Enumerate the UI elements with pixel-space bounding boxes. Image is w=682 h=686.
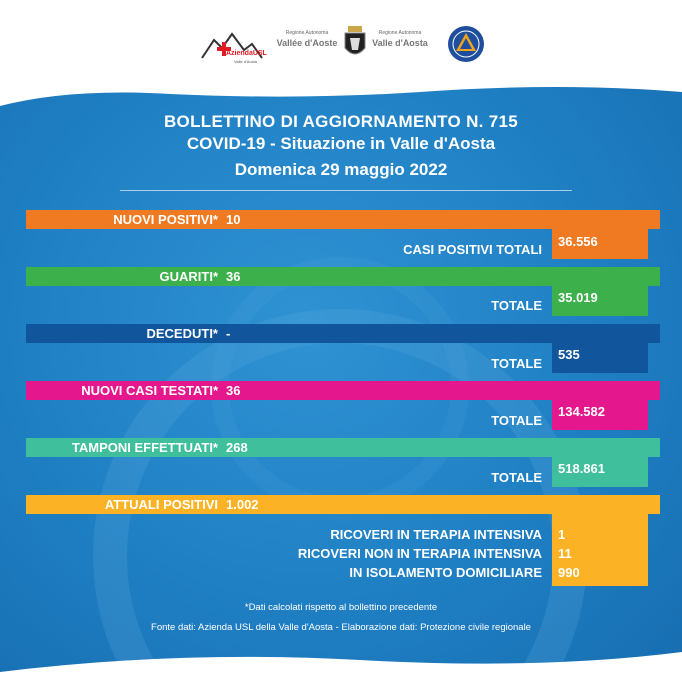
bulletin-title: BOLLETTINO DI AGGIORNAMENTO N. 715 (163, 112, 518, 131)
civil-protection-icon (446, 24, 486, 64)
deceduti-totale-value: 535 (558, 347, 580, 362)
region-logo-text-2 (368, 30, 432, 60)
tamponi-effettuati-value: 268 (226, 440, 248, 455)
tamponi-effettuati-totale-value: 518.861 (558, 461, 605, 476)
crest-icon (344, 26, 366, 60)
attuali-positivi-value: 1.002 (226, 497, 259, 512)
nuovi-casi-testati-totale-label: TOTALE (491, 413, 542, 428)
region-logo-2-top: Regione Autonoma (378, 30, 422, 36)
nuovi-positivi-value: 10 (226, 212, 241, 227)
nuovi-casi-testati-value: 36 (226, 383, 241, 398)
logo-strip (0, 0, 682, 85)
guariti-totale-value: 35.019 (558, 290, 598, 305)
deceduti-totale-label: TOTALE (491, 356, 542, 371)
ricoveri-non-terapia-intensiva-label: RICOVERI NON IN TERAPIA INTENSIVA (297, 546, 542, 561)
ricoveri-terapia-intensiva-value: 1 (558, 527, 566, 542)
nuovi-casi-testati-totale-value: 134.582 (558, 404, 605, 419)
guariti-bar (26, 267, 660, 286)
region-logo-2-name: Valle d'Aosta (372, 38, 428, 48)
bulletin-subtitle: COVID-19 - Situazione in Valle d'Aosta (186, 134, 496, 153)
guariti-value: 36 (226, 269, 241, 284)
region-crest (344, 26, 366, 60)
tamponi-effettuati-totale-label: TOTALE (491, 470, 542, 485)
casi-positivi-totali-value: 36.556 (558, 234, 598, 249)
region-logo-1-top: Regione Autonoma (285, 30, 329, 36)
region-logo-text-1 (274, 30, 340, 60)
region-logo-1-name: Vallée d'Aoste (276, 38, 338, 48)
title-divider (120, 190, 572, 191)
ricoveri-terapia-intensiva-label: RICOVERI IN TERAPIA INTENSIVA (330, 527, 542, 542)
guariti-totale-label: TOTALE (491, 298, 542, 313)
azienda-usl-logo (200, 28, 270, 68)
isolamento-domiciliare-label: IN ISOLAMENTO DOMICILIARE (349, 565, 542, 580)
deceduti-value: - (226, 326, 231, 341)
nuovi-casi-testati-label: NUOVI CASI TESTATI* (81, 383, 218, 398)
bulletin-date: Domenica 29 maggio 2022 (234, 160, 448, 179)
usl-logo-text: AziendaUSL (226, 50, 267, 57)
attuali-positivi-label: ATTUALI POSITIVI (104, 497, 218, 512)
guariti-label: GUARITI* (159, 269, 218, 284)
usl-logo-subtext: Valle d'Aosta (234, 59, 257, 64)
deceduti-bar (26, 324, 660, 343)
bulletin-panel (0, 86, 682, 686)
protezione-civile-logo (446, 24, 486, 64)
casi-positivi-totali-label: CASI POSITIVI TOTALI (403, 242, 542, 257)
tamponi-effettuati-label: TAMPONI EFFETTUATI* (71, 440, 218, 455)
nuovi-positivi-label: NUOVI POSITIVI* (113, 212, 218, 227)
ricoveri-non-terapia-intensiva-value: 11 (558, 546, 572, 561)
footnote-dati: *Dati calcolati rispetto al bollettino precedente (244, 602, 438, 613)
isolamento-domiciliare-value: 990 (558, 565, 580, 580)
deceduti-label: DECEDUTI* (146, 326, 218, 341)
footnote-fonte: Fonte dati: Azienda USL della Valle d'Aosta - Elaborazione dati: Protezione civile regionale (151, 622, 531, 633)
